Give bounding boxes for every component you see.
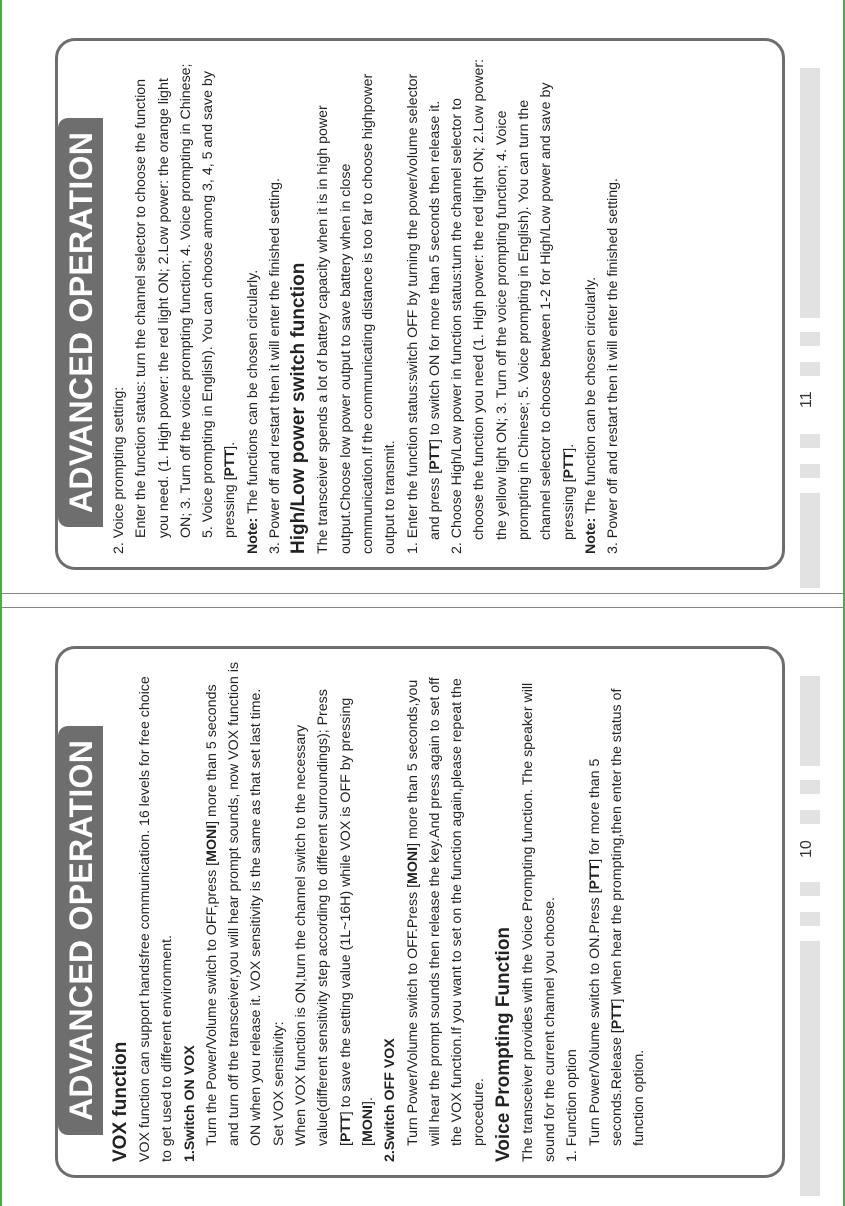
note-2: Note: The function can be chosen circularly. xyxy=(582,276,599,554)
footer-block xyxy=(800,464,820,478)
note: Note: The functions can be chosen circularly. xyxy=(244,269,261,554)
footer-block xyxy=(800,332,820,346)
page-number: 10 xyxy=(798,840,815,858)
vox-title: VOX function xyxy=(110,1041,131,1162)
voice-setting-title: 2. Voice prompting setting: xyxy=(111,386,127,554)
switch-on-title: 1.Switch ON VOX xyxy=(181,1045,198,1162)
high-low-intro: The transceiver spends a lot of battery capacity when it is in high power output.Choose low power output to save battery when in close communication.If the communicating distance is too far to choose highpower output to transmit. xyxy=(315,73,399,554)
page-11 xyxy=(0,8,845,588)
footer-block xyxy=(800,780,820,794)
footer-block xyxy=(800,912,820,926)
voice-setting-text: Enter the function status: turn the channel selector to choose the function you need. (1. High power: the red light ON; 2.Low power: the orange light ON; 3. Turn off the voice prompting function; 4. Voice prompting in Chinese; 5. Voice prompting in English). You can choose among 3, 4, 5 and save by pressing [PTT]. xyxy=(133,63,239,538)
footer-bar xyxy=(800,676,820,766)
footer-block xyxy=(800,882,820,896)
switch-on-text: Turn the Power/Volume switch to OFF,press [MONI] more than 5 seconds and turn off the transceiver,you will hear prompt sounds, now VOX function is ON when you release it. VOX sensitivity is the same as that set last time. xyxy=(203,662,265,1146)
restart-text-2: 3. Power off and restart then it will enter the finished setting. xyxy=(605,178,622,554)
page-10 xyxy=(0,616,845,1196)
section-header: ADVANCED OPERATION xyxy=(58,726,103,1135)
page-footer xyxy=(790,616,830,1196)
voice-prompting-title: Voice Prompting Function xyxy=(492,926,514,1162)
page-number: 11 xyxy=(798,391,815,408)
high-low-title: High/Low power switch function xyxy=(288,262,310,554)
high-low-step-1: 1. Enter the function status:switch OFF by turning the power/volume selector and press [PTT] to switch ON for more than 5 seconds then release it. xyxy=(404,73,443,554)
footer-block xyxy=(800,434,820,448)
set-vox-title: Set VOX sensitivity: xyxy=(270,1021,287,1146)
switch-off-title: 2.Switch OFF VOX xyxy=(382,1038,399,1162)
section-header: ADVANCED OPERATION xyxy=(58,118,103,527)
footer-bar xyxy=(800,941,820,1196)
switch-off-text: Turn Power/Volume switch to OFF.Press [MONI] more than 5 seconds,you will hear the prompt sounds then release the key.And press again to set off the VOX function.If you want to set on the function again,please repeat the procedure. xyxy=(404,677,488,1146)
voice-prompting-intro: The transceiver provides with the Voice Prompting function. The speaker will sound for the current channel you choose. xyxy=(519,682,559,1162)
vox-intro: VOX function can support handsfree communication. 16 levels for free choice to get used to different environment. xyxy=(137,676,176,1162)
page-divider-bottom xyxy=(0,607,845,608)
function-option-title: 1. Function option xyxy=(564,1049,581,1162)
set-vox-text: When VOX function is ON,turn the channel switch to the necessary value(different sensitivity step according to different surroundings); Press [PTT] to save the setting value (1L~16H) while VOX is OFF by pressing [MONI]. xyxy=(293,689,376,1146)
footer-bar xyxy=(800,493,820,588)
page-11-content xyxy=(108,54,625,554)
high-low-step-2: 2. Choose High/Low power in function status:turn the channel selector to choose the function you need (1. High power: the red light ON; 2.Low power: the yellow light ON; 3. Turn off the voice prompting function; 4. Voice prompting in Chinese; 5. Voice prompting in English). You can turn the channel selector to choose between 1-2 for High/Low power and save by pressing [PTT]. xyxy=(449,58,577,554)
function-option-text: Turn Power/Volume switch to ON.Press [PTT] for more than 5 seconds.Release [PTT] when hear the prompting,then enter the status of function option. xyxy=(586,688,648,1146)
page-footer xyxy=(790,8,830,588)
footer-block xyxy=(800,810,820,824)
footer-bar xyxy=(800,68,820,318)
page-divider-top xyxy=(0,593,845,594)
footer-block xyxy=(800,362,820,376)
page-10-content xyxy=(108,662,651,1162)
restart-text: 3. Power off and restart then it will enter the finished setting. xyxy=(267,178,284,554)
